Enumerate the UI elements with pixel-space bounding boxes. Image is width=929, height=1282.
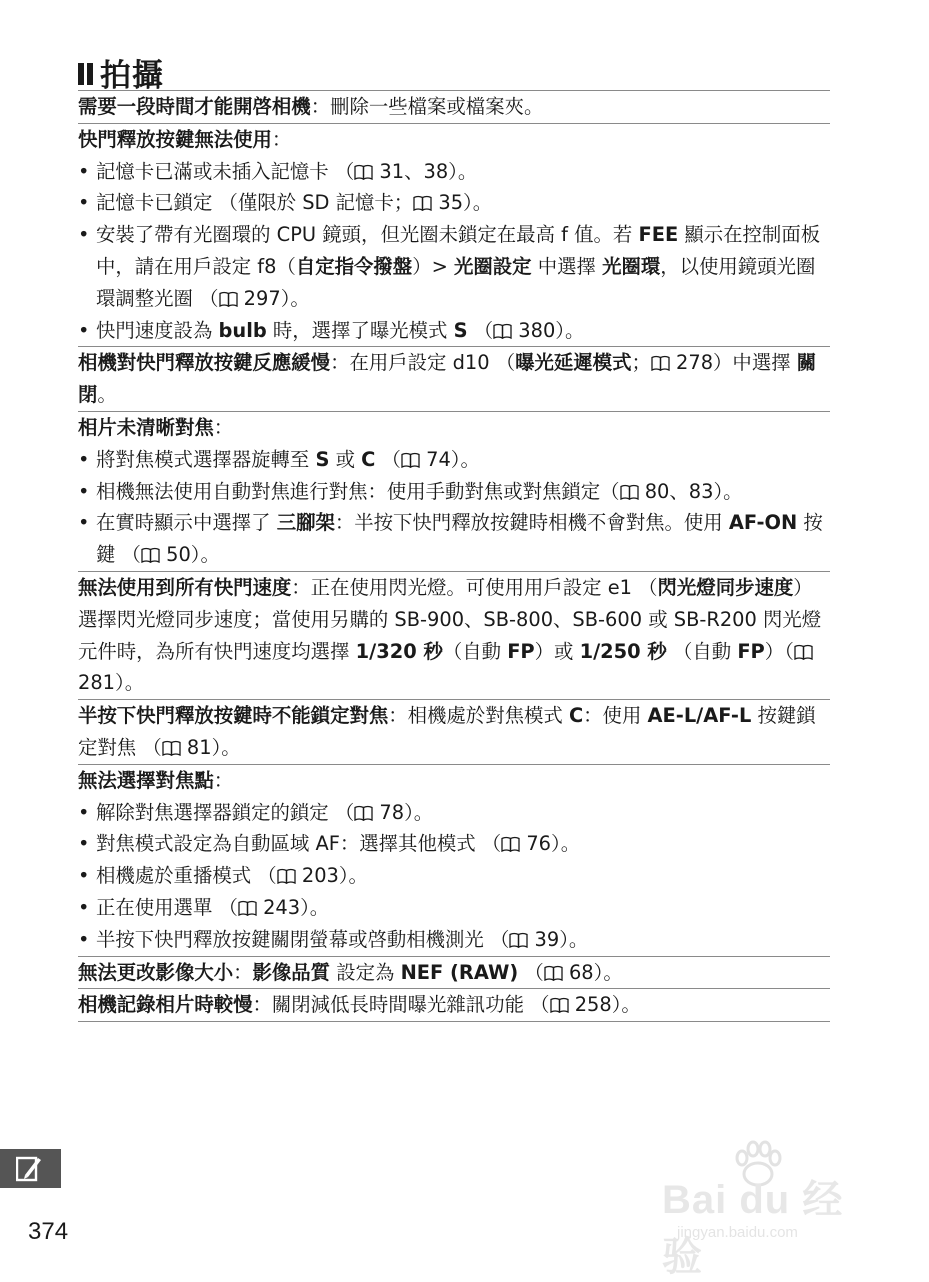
entry-heading (78, 347, 830, 411)
book-icon (219, 287, 238, 310)
body-text: 76）。 (520, 832, 581, 856)
body-text: ：刪除一些檔案或檔案夾。 (310, 95, 544, 118)
watermark-logo-text: Bai du 经验 (662, 1178, 844, 1279)
body-text: 相機無法使用自動對焦進行對焦：使用手動對焦或對焦鎖定（ (96, 479, 620, 503)
bullet-item (78, 797, 830, 829)
emphasis-text: FP (737, 639, 765, 663)
body-text: ：正在使用閃光燈。可使用用戶設定 e1 （ (291, 575, 658, 599)
chapter-tab (0, 1149, 61, 1188)
trouble-entry (78, 346, 830, 411)
troubleshooting-list (78, 90, 830, 1022)
body-text: 78）。 (373, 800, 434, 824)
body-text: 31、38）。 (373, 159, 478, 183)
body-text: ： (213, 768, 234, 792)
entry-heading (78, 957, 830, 989)
body-text: （自動 (666, 639, 738, 663)
book-icon (238, 896, 257, 919)
trouble-entry (78, 764, 830, 956)
body-text: 或 (329, 447, 362, 471)
body-text: （自動 (442, 639, 508, 663)
emphasis-text: 無法更改影像大小 (78, 960, 234, 984)
emphasis-text: bulb (218, 318, 267, 342)
emphasis-text: S (453, 318, 468, 342)
body-text: 203）。 (295, 864, 368, 888)
book-icon (141, 543, 160, 566)
body-text: 對焦模式設定為自動區域 AF：選擇其他模式 （ (96, 832, 502, 856)
trouble-entry (78, 571, 830, 699)
body-text: （ (375, 447, 401, 471)
body-text: 297）。 (237, 286, 310, 310)
section-title (78, 50, 164, 95)
emphasis-text: NEF (RAW) (400, 960, 519, 984)
book-icon (544, 961, 563, 984)
book-icon (620, 480, 639, 503)
body-text: 281）。 (78, 671, 145, 695)
book-icon (413, 191, 432, 214)
body-text: ： (233, 960, 253, 984)
bullet-item (78, 219, 830, 314)
body-text: 按鍵鎖定對焦 （ (78, 704, 816, 759)
trouble-entry (78, 123, 830, 347)
emphasis-text: C (361, 447, 376, 471)
body-text: 將對焦模式選擇器旋轉至 (96, 447, 316, 471)
body-text: （ (518, 960, 544, 984)
body-text: 解除對焦選擇器鎖定的鎖定 （ (96, 800, 355, 824)
watermark-url: jingyan.baidu.com (677, 1224, 798, 1241)
emphasis-text: 三腳架 (276, 511, 335, 535)
bullet-item (78, 892, 830, 924)
body-text: ： (271, 127, 292, 151)
emphasis-text: 半按下快門釋放按鍵時不能鎖定對焦 (78, 704, 389, 728)
body-text: 35）。 (432, 191, 493, 215)
emphasis-text: AF-ON (728, 511, 798, 535)
body-text: 設定為 (330, 960, 401, 984)
body-text: （ (467, 318, 494, 342)
entry-heading (78, 572, 830, 699)
emphasis-text: 自定指令撥盤 (295, 254, 413, 278)
body-text: 。 (97, 383, 117, 407)
bullet-item (78, 476, 830, 508)
entry-heading (78, 91, 830, 123)
body-text: ； (631, 351, 651, 375)
emphasis-text: 快門釋放按鍵無法使用 (78, 127, 272, 151)
section-title-text: 拍攝 (100, 58, 164, 94)
bullet-item (78, 507, 830, 571)
emphasis-text: 光圈環 (602, 254, 661, 278)
emphasis-text: 相機記錄相片時較慢 (78, 993, 253, 1017)
section-marker-icon (78, 57, 96, 93)
trouble-entry (78, 956, 830, 989)
body-text: ）選擇閃光燈同步速度；當使用另購的 SB-900、SB-800、SB-600 或 SB-R200 閃光燈元件時，為所有快門速度均選擇 (78, 575, 822, 663)
body-text: ：關閉減低長時間曝光雜訊功能 （ (252, 993, 550, 1017)
body-text: 顯示在控制面板中，請在用戶設定 f8（ (96, 223, 821, 278)
body-text: ： (213, 415, 234, 439)
body-text: 39）。 (528, 927, 589, 951)
emphasis-text: FEE (638, 223, 679, 247)
body-text: 安裝了帶有光圈環的 CPU 鏡頭，但光圈未鎖定在最高 f 值。若 (96, 223, 639, 247)
book-icon (501, 832, 520, 855)
body-text: 半按下快門釋放按鍵關閉螢幕或啓動相機測光 （ (96, 927, 510, 951)
bullet-item (78, 444, 830, 476)
body-text: ：使用 (583, 704, 648, 728)
book-icon (401, 448, 420, 471)
emphasis-text: 1/250 秒 (579, 639, 667, 663)
body-text: 正在使用選單 （ (96, 895, 238, 919)
emphasis-text: S (315, 447, 330, 471)
trouble-entry (78, 699, 830, 764)
bullet-item (78, 187, 830, 219)
book-icon (493, 319, 512, 342)
book-icon (651, 351, 670, 374)
entry-heading (78, 989, 830, 1021)
bullet-item (78, 315, 830, 347)
body-text: ）（ (764, 639, 794, 663)
body-text: 68）。 (562, 960, 623, 984)
body-text: 74）。 (419, 447, 480, 471)
book-icon (354, 801, 373, 824)
entry-heading (78, 765, 830, 797)
body-text: 80、83）。 (638, 479, 743, 503)
emphasis-text: 光圈設定 (454, 254, 532, 278)
body-text: ）> (412, 254, 454, 278)
body-text: 中選擇 (531, 254, 603, 278)
emphasis-text: 1/320 秒 (355, 639, 443, 663)
emphasis-text: 影像品質 (252, 960, 331, 984)
body-text: 380）。 (512, 318, 585, 342)
bullet-item (78, 924, 830, 956)
book-icon (354, 160, 373, 183)
bullet-item (78, 828, 830, 860)
emphasis-text: 曝光延遲模式 (515, 351, 632, 375)
trouble-entry (78, 411, 830, 571)
emphasis-text: 相片未清晰對焦 (78, 415, 214, 439)
emphasis-text: 無法選擇對焦點 (78, 768, 214, 792)
body-text: 243）。 (256, 895, 330, 919)
book-icon (162, 736, 181, 759)
emphasis-text: C (568, 704, 584, 728)
body-text: 50）。 (159, 543, 220, 567)
body-text: ：半按下快門釋放按鍵時相機不會對焦。使用 (334, 511, 729, 535)
book-icon (550, 993, 569, 1016)
trouble-entry (78, 90, 830, 123)
book-icon (794, 640, 813, 663)
body-text: 時，選擇了曝光模式 (266, 318, 454, 342)
body-text: ）或 (534, 639, 580, 663)
body-text: 記憶卡已鎖定 （僅限於 SD 記憶卡； (96, 191, 414, 215)
body-text: 快門速度設為 (96, 318, 219, 342)
body-text: 258）。 (568, 993, 641, 1017)
body-text: 記憶卡已滿或未插入記憶卡 （ (96, 159, 355, 183)
bullet-item (78, 860, 830, 892)
entry-heading (78, 124, 830, 156)
emphasis-text: 需要一段時間才能開啓相機 (78, 95, 311, 118)
body-text: ：相機處於對焦模式 (388, 704, 569, 728)
body-text: 278）中選擇 (669, 351, 797, 375)
troubleshooting-icon (16, 1155, 42, 1182)
emphasis-text: FP (507, 639, 535, 663)
body-text: 按鍵 （ (96, 511, 823, 567)
body-text: 相機處於重播模式 （ (96, 864, 277, 888)
entry-heading (78, 412, 830, 444)
book-icon (277, 864, 296, 887)
emphasis-text: 無法使用到所有快門速度 (78, 575, 292, 599)
emphasis-text: 閃光燈同步速度 (657, 575, 794, 599)
body-text: ：在用戶設定 d10 （ (330, 351, 516, 375)
entry-heading (78, 700, 830, 764)
emphasis-text: 關閉 (78, 351, 817, 407)
emphasis-text: 相機對快門釋放按鍵反應緩慢 (78, 351, 331, 375)
baidu-watermark (662, 1140, 862, 1279)
body-text: 81）。 (180, 735, 241, 759)
page-number: 374 (28, 1218, 69, 1245)
body-text: ，以使用鏡頭光圈環調整光圈 （ (96, 254, 816, 310)
bullet-item (78, 156, 830, 188)
book-icon (509, 928, 528, 951)
trouble-entry (78, 988, 830, 1022)
body-text: 在實時顯示中選擇了 (96, 511, 277, 535)
emphasis-text: AE-L/AF-L (647, 704, 752, 728)
